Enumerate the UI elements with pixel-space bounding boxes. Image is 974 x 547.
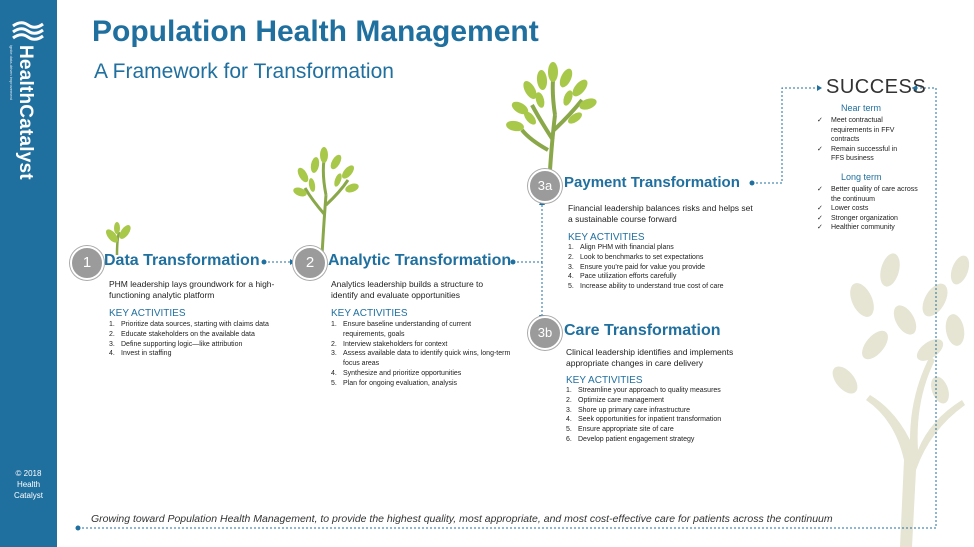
list-item: 2. Educate stakeholders on the available data [109, 330, 255, 338]
stage-number-badge: 2 [293, 246, 327, 280]
stage-title-payment: Payment Transformation [564, 174, 740, 191]
check-icon: ✓ [817, 145, 823, 153]
page-subtitle: A Framework for Transformation [94, 60, 394, 83]
tree-icon [828, 251, 973, 547]
list-item-text: Ensure baseline understanding of current requirements, goals [343, 321, 472, 338]
list-item: 1. Prioritize data sources, starting with claims data [109, 321, 269, 328]
list-item-text: Better quality of care across the continuum [831, 186, 918, 203]
stage-description: Clinical leadership identifies and implements appropriate changes in care delivery [566, 347, 734, 368]
check-icon: ✓ [817, 117, 823, 124]
footer-caption: Growing toward Population Health Management, to provide the highest quality, most appropriate, and most cost-effective care for patients across the continuum [91, 513, 833, 525]
page-title: Population Health Management [92, 15, 539, 48]
list-item-text: Invest in staffing [121, 350, 172, 358]
list-item-text: Ensure you're paid for value you provide [580, 263, 706, 271]
list-item-text: Plan for ongoing evaluation, analysis [343, 379, 458, 387]
list-item-text: Shore up primary care infrastructure [578, 406, 691, 414]
list-item: 3. Shore up primary care infrastructure [566, 406, 691, 414]
list-item: 5. Ensure appropriate site of care [566, 426, 674, 434]
key-activities-heading: KEY ACTIVITIES [568, 232, 645, 243]
list-item-text: Define supporting logic—like attribution [121, 340, 243, 348]
tree-icon [292, 147, 360, 255]
long-term-heading: Long term [841, 172, 882, 182]
check-icon: ✓ [817, 224, 823, 231]
list-item [817, 214, 927, 224]
list-item-text: Look to benchmarks to set expectations [580, 253, 704, 261]
list-item: 2. Look to benchmarks to set expectations [568, 253, 704, 261]
sapling-icon [104, 222, 133, 255]
list-item-text: Assess available data to identify quick wins, long-term focus areas [343, 350, 511, 368]
list-item [817, 116, 907, 145]
list-item [817, 185, 927, 204]
list-item-text: Educate stakeholders on the available data [121, 330, 255, 338]
list-item-text: Meet contractual requirements in FFV contracts [831, 117, 895, 143]
stage-number-badge: 3b [528, 316, 562, 350]
key-activities-heading: KEY ACTIVITIES [331, 308, 408, 319]
list-item: 4. Synthesize and prioritize opportunities [331, 369, 462, 377]
list-item: 4. Pace utilization efforts carefully [568, 273, 677, 281]
stage-number-badge: 1 [70, 246, 104, 280]
stage-number-badge: 3a [528, 169, 562, 203]
long-term-list [817, 185, 927, 233]
list-item: 1. Ensure baseline understanding of current requirements, goals [331, 321, 472, 338]
list-item: 4. Seek opportunities for inpatient transformation [566, 416, 722, 424]
copyright-line: Catalyst [14, 491, 43, 500]
list-item: 3. Define supporting logic—like attribution [109, 340, 243, 348]
list-item-text: Remain successful in FFS business [831, 145, 898, 162]
stage-description: PHM leadership lays groundwork for a high-functioning analytic platform [109, 279, 275, 300]
stage-title-analytic: Analytic Transformation [328, 252, 512, 269]
check-icon: ✓ [817, 214, 823, 222]
list-item: 3. Ensure you're paid for value you provide [568, 263, 706, 271]
list-item-text: Healthier community [831, 224, 895, 231]
stage-title-data: Data Transformation [104, 252, 260, 269]
list-item: 2. Optimize care management [566, 396, 664, 404]
near-term-heading: Near term [841, 103, 882, 113]
list-item-text: Seek opportunities for inpatient transformation [578, 416, 722, 424]
list-item-text: Lower costs [831, 205, 869, 212]
success-title: SUCCESS [826, 76, 927, 98]
copyright-line: Health [16, 480, 41, 489]
key-activities-list [331, 320, 511, 389]
brand-name: HealthCatalyst [15, 45, 36, 180]
list-item [817, 204, 927, 214]
list-item: 5. Plan for ongoing evaluation, analysis [331, 379, 458, 387]
list-item-text: Interview stakeholders for context [343, 340, 448, 348]
list-item-text: Synthesize and prioritize opportunities [343, 369, 462, 377]
list-item: 4. Invest in staffing [109, 350, 172, 358]
list-item-text: Align PHM with financial plans [580, 244, 674, 251]
list-item: 3. Assess available data to identify quick wins, long-term focus areas [331, 350, 511, 368]
key-activities-heading: KEY ACTIVITIES [566, 375, 643, 386]
check-icon: ✓ [817, 205, 823, 212]
list-item-text: Develop patient engagement strategy [578, 435, 695, 443]
list-item: 6. Develop patient engagement strategy [566, 435, 695, 443]
brand-tagline: ignite data-driven improvement [9, 45, 14, 100]
list-item-text: Optimize care management [578, 396, 664, 404]
list-item-text: Ensure appropriate site of care [578, 426, 674, 434]
list-item: 1. Streamline your approach to quality measures [566, 387, 721, 394]
key-activities-heading: KEY ACTIVITIES [109, 308, 186, 319]
list-item-text: Pace utilization efforts carefully [580, 273, 677, 281]
near-term-list [817, 116, 907, 164]
connector-lines [78, 88, 936, 528]
stage-title-care: Care Transformation [564, 322, 721, 339]
list-item [817, 223, 927, 233]
key-activities-list [566, 386, 766, 445]
list-item-text: Streamline your approach to quality measures [578, 387, 721, 394]
tree-icon [505, 62, 598, 170]
list-item: 1. Align PHM with financial plans [568, 244, 674, 251]
list-item-text: Prioritize data sources, starting with claims data [121, 321, 269, 328]
list-item: 2. Interview stakeholders for context [331, 340, 448, 348]
stage-description: Analytics leadership builds a structure to identify and evaluate opportunities [331, 279, 484, 300]
list-item-text: Stronger organization [831, 214, 898, 222]
check-icon: ✓ [817, 186, 823, 193]
stage-description: Financial leadership balances risks and helps set a sustainable course forward [568, 203, 753, 224]
list-item: 5. Increase ability to understand true cost of care [568, 283, 724, 291]
key-activities-list [568, 243, 768, 292]
connector-arrows [76, 85, 918, 531]
copyright-line: © 2018 [15, 469, 42, 478]
list-item-text: Increase ability to understand true cost of care [580, 283, 724, 291]
list-item [817, 145, 907, 164]
key-activities-list [109, 320, 284, 359]
